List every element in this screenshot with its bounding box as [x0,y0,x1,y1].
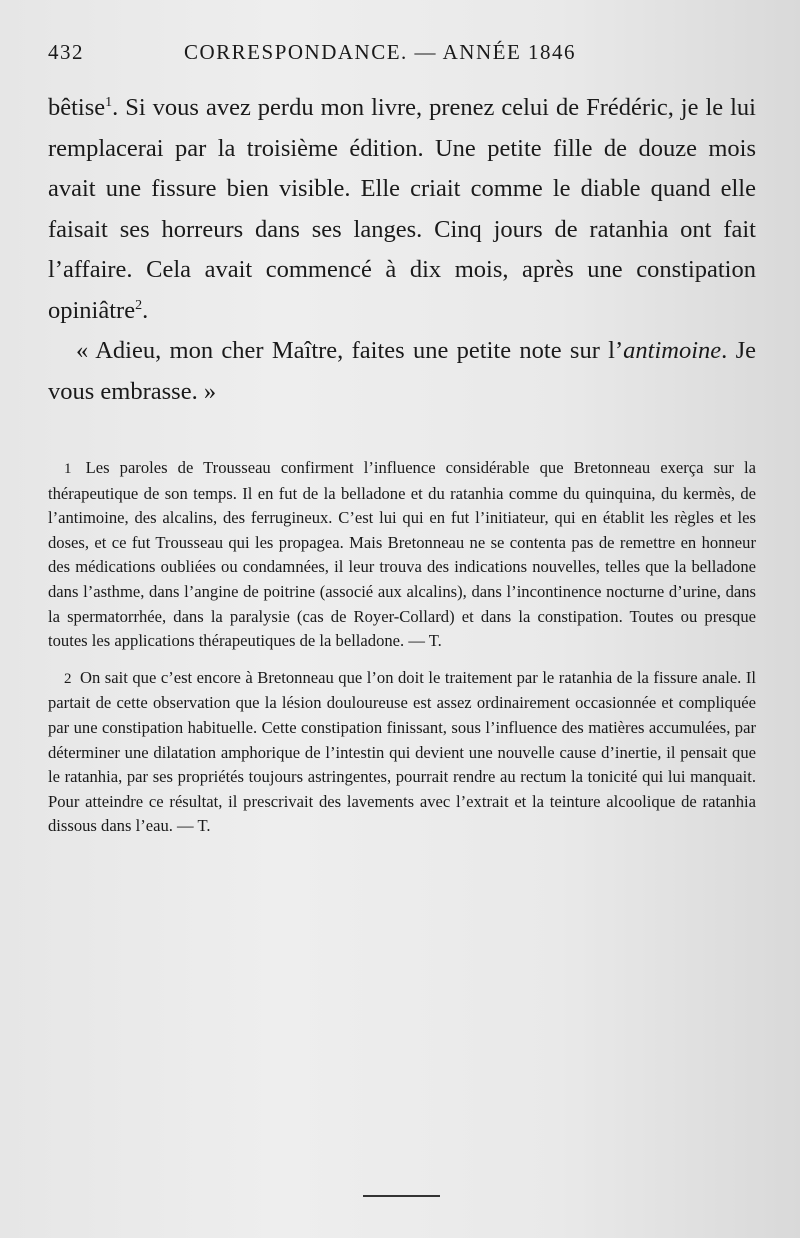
show-through-texture [60,1060,750,1180]
paragraph-2-start: « Adieu, mon cher Maître, faites une petite note sur l’ [76,337,624,364]
footnotes [48,456,756,839]
running-head [48,30,756,74]
paragraph-1 [48,88,756,331]
italic-term: antimoine [623,337,722,364]
footnote-2 [48,666,756,839]
paragraph-2-end: . Je vous embrasse. » [48,337,756,405]
footnote-number: 2 [64,670,72,687]
footnote-text: On sait que c’est encore à Bretonneau que l’on doit le traitement par le ratanhia de la fissure anale. Il partait de cette observation que la lésion douloureuse est assez ordinairement occasionnée et compliquée par une constipation habituelle. Cette constipation finissant, sous l’influence des matières accumulées, par déterminer une dilatation amphorique de l’intestin qui devient une nouvelle cause d’inertie, il pensait que le ratanhia, par ses propriétés toujours astringentes, pourrait rendre au rectum la tonicité qui lui manquait. Pour atteindre ce résultat, il prescrivait des lavements avec l’extrait et la teinture alcoolique de ratanhia dissous dans l’eau. — T. [48,667,756,836]
book-page [48,30,756,851]
paragraph-1-end: . [142,296,149,324]
footnote-ref-1: 1 [105,94,113,110]
footnote-ref-2: 2 [135,297,143,313]
page-number: 432 [48,40,84,64]
main-text [48,88,756,412]
paragraph-1-start: bêtise [48,94,106,121]
footnote-1 [48,456,756,654]
paragraph-1-text: . Si vous avez perdu mon livre, prenez celui de Frédéric, je le lui remplacerai par la troisième édition. Une petite fille de douze mois avait une fissure bien visible. Elle criait comme le diable quand elle faisait ses horreurs dans ses langes. Cinq jours de ratanhia ont fait l’affaire. Cela avait commencé à dix mois, après une constipation opiniâtre [48,94,756,324]
footnote-text: Les paroles de Trousseau confirment l’influence considérable que Bretonneau exerça sur la thérapeutique de son temps. Il en fut de la belladone et du ratanhia comme du quinquina, du kermès, de l’antimoine, des alcalins, des ferrugineux. C’est lui qui en fut l’initiateur, qui en établit les règles et les doses, et ce fut Trousseau qui les propagea. Mais Bretonneau ne se contenta pas de remettre en honneur des médications oubliées ou condamnées, il leur trouva des indications nouvelles, telles que la belladone dans l’asthme, dans l’angine de poitrine (associé aux alcalins), dans l’incontinence nocturne d’urine, dans la spermatorrhée, dans la paralysie (cas de Royer-Collard) et dans la constipation. Toutes ou presque toutes les applications thérapeutiques de la belladone. — T. [48,458,756,651]
paragraph-2 [48,331,756,412]
footnote-number: 1 [64,461,72,477]
running-title: CORRESPONDANCE. — ANNÉE 1846 [184,40,577,64]
end-rule [363,1195,440,1197]
